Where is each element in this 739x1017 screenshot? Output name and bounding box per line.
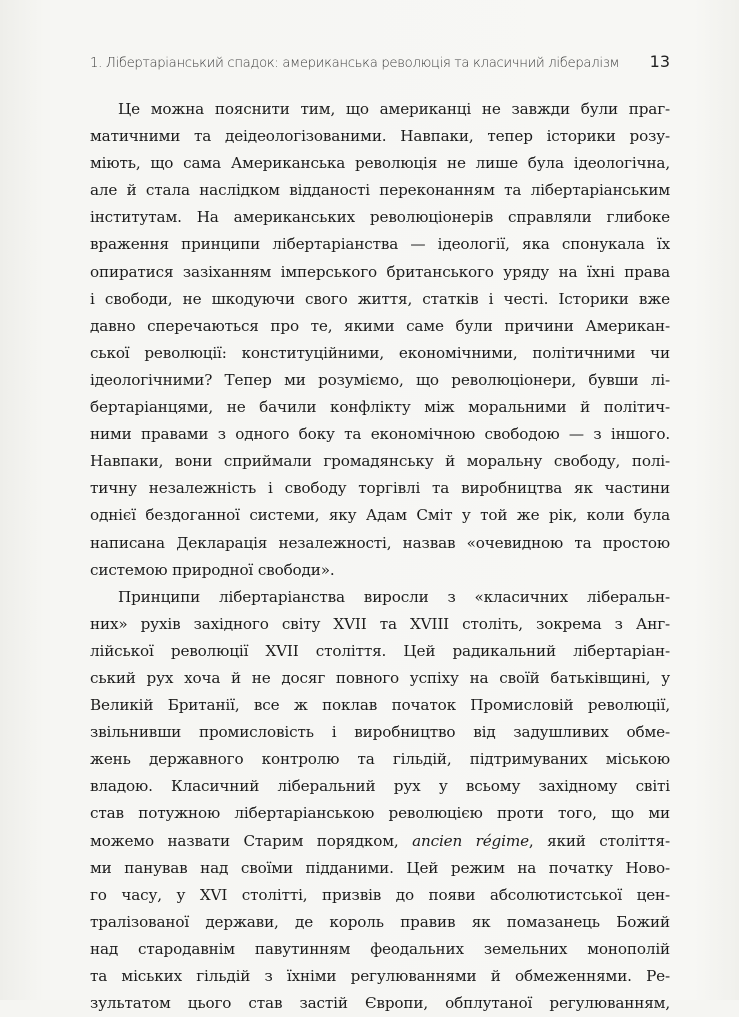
chapter-title: 1. Лібертаріанський спадок: американська революція та класичний лібералізм (90, 56, 620, 71)
paragraph-1 (90, 96, 670, 584)
text-line: та міських гільдій з їхніми регулюваннями й обмеженнями. Ре- (90, 967, 670, 985)
text-line: тичну незалежність і свободу торгівлі та виробництва як частини (90, 479, 670, 498)
text-line: ми панував над своїми підданими. Цей режим на початку Ново- (90, 858, 670, 877)
text-line: ідеологічними? Тепер ми розуміємо, що революціонери, бувши лі- (90, 370, 670, 389)
text-line: і свободи, не шкодуючи свого життя, статків і честі. Історики вже (90, 289, 670, 308)
text-line: Великій Британії, все ж поклав початок Промисловій революції, (90, 696, 670, 715)
text-line: враження принципи лібертаріанства — ідеології, яка спонукала їх (90, 235, 670, 254)
text-line: став потужною лібертаріанською революцією проти того, що ми (90, 804, 670, 823)
text-line: матичними та деідеологізованими. Навпаки, тепер історики розу- (90, 127, 670, 146)
text-line: лійської революції XVII століття. Цей радикальний лібертаріан- (90, 641, 670, 660)
text-fragment: можемо назвати Старим порядком, (90, 831, 413, 850)
text-line: але й стала наслідком відданості переконанням та лібертаріанським (90, 181, 670, 200)
text-line: владою. Класичний ліберальний рух у всьому західному світі (90, 777, 670, 796)
text-line: давно сперечаються про те, якими саме були причини Американ- (90, 316, 670, 335)
page-number: 13 (649, 52, 670, 71)
text-line: тралізованої держави, де король правив як помазанець Божий (90, 912, 670, 931)
text-line: ними правами з одного боку та економічною свободою — з іншого. (90, 425, 670, 444)
text-line: жень державного контролю та гільдій, підтримуваних міською (90, 750, 670, 769)
text-line: написана Декларація незалежності, назвав «очевидною та простою (90, 533, 670, 552)
text-fragment: , який століття- (528, 831, 670, 850)
running-header (90, 52, 670, 76)
text-line: міють, що сама Американська революція не лише була ідеологічна, (90, 154, 670, 173)
italic-term: ancien régime (412, 831, 529, 850)
text-line: над стародавнім павутинням феодальних земельних монополій (90, 939, 670, 958)
text-line: ський рух хоча й не досяг повного успіху на своїй батьківщині, у (90, 668, 670, 687)
text-line: інститутам. На американських революціонерів справляли глибоке (90, 208, 670, 227)
text-line: зультатом цього став застій Європи, обплутаної регулюванням, (90, 994, 670, 1013)
text-line: ської революції: конституційними, економічними, політичними чи (90, 343, 670, 362)
text-line: Принципи лібертаріанства виросли з «класичних ліберальн- (118, 587, 670, 606)
text-line-with-italic (90, 828, 670, 855)
paragraph-2 (90, 584, 670, 1017)
text-line: них» рухів західного світу XVII та XVIII століть, зокрема з Анг- (90, 614, 670, 633)
text-line: бертаріанцями, не бачили конфлікту між моральними й політич- (90, 398, 670, 417)
text-line: звільнивши промисловість і виробництво від задушливих обме- (90, 723, 670, 742)
text-line: Навпаки, вони сприймали громадянську й моральну свободу, полі- (90, 452, 670, 471)
text-line: го часу, у XVI столітті, призвів до появи абсолютистської цен- (90, 885, 670, 904)
text-line: однієї бездоганної системи, яку Адам Сміт у той же рік, коли була (90, 506, 670, 525)
text-line: Це можна пояснити тим, що американці не завжди були праг- (118, 100, 670, 118)
text-line: опиратися зазіханням імперського британського уряду на їхні права (90, 262, 670, 281)
text-line: системою природної свободи». (90, 560, 335, 579)
body-text (90, 96, 670, 1017)
